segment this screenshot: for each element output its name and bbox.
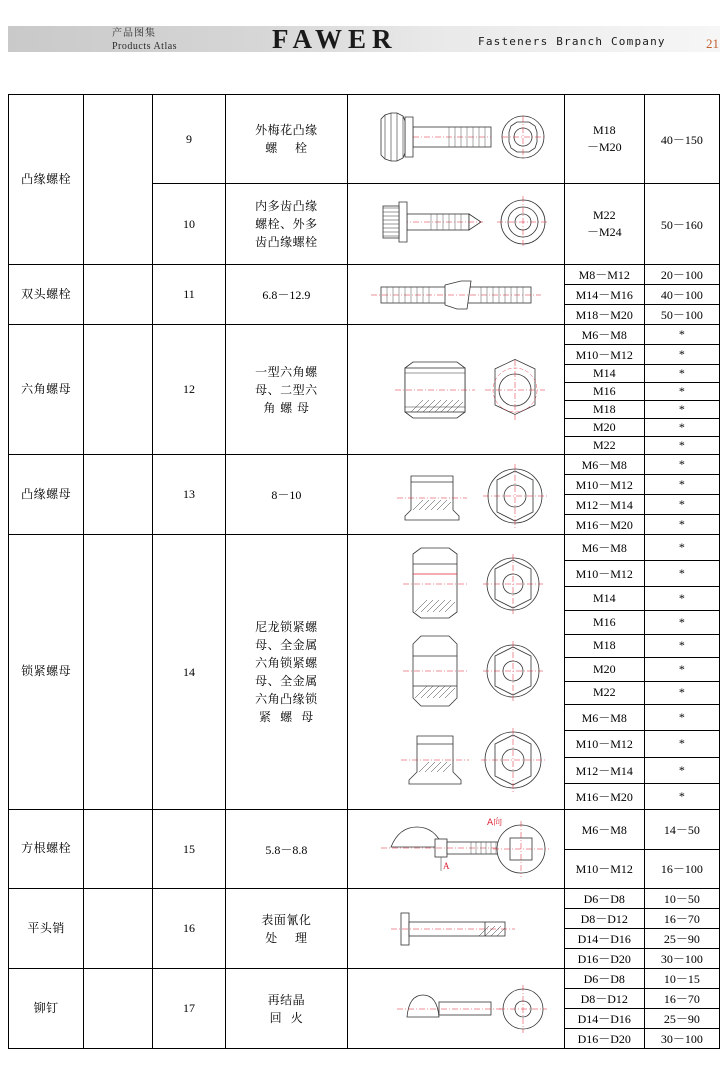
spec-size: M6－M8 (564, 455, 644, 475)
spec-length: * (644, 345, 719, 365)
spec-size: M18 (564, 401, 644, 419)
item-number: 14 (152, 535, 225, 810)
spec-length: * (644, 705, 719, 731)
header-title-en: Products Atlas (112, 40, 178, 52)
spec-size: M16－M20 (564, 783, 644, 809)
blank-cell (84, 95, 153, 265)
spec-length: 20－100 (644, 265, 719, 285)
spec-length: * (644, 495, 719, 515)
spec-size: M22 －M24 (564, 184, 644, 265)
spec-size: M10－M12 (564, 345, 644, 365)
product-name: 凸缘螺母 (9, 455, 84, 535)
spec-length: * (644, 783, 719, 809)
flange-bolt-12point-icon (361, 99, 551, 179)
spec-length: 25－90 (644, 1009, 719, 1029)
blank-cell (84, 889, 153, 969)
spec-length: * (644, 535, 719, 561)
spec-length: * (644, 515, 719, 535)
spec-size: M14－M16 (564, 285, 644, 305)
spec-length: 16－70 (644, 989, 719, 1009)
item-number: 17 (152, 969, 225, 1049)
spec-size: M10－M12 (564, 561, 644, 587)
spec-size: M10－M12 (564, 849, 644, 889)
item-number: 16 (152, 889, 225, 969)
square-neck-bolt-icon (361, 811, 551, 887)
product-description: 再结晶 回 火 (226, 969, 348, 1049)
spec-length: 50－100 (644, 305, 719, 325)
spec-length: * (644, 634, 719, 658)
flange-nut-icon (361, 458, 551, 532)
spec-size: D14－D16 (564, 1009, 644, 1029)
spec-size: M6－M8 (564, 325, 644, 345)
spec-length: 16－100 (644, 849, 719, 889)
spec-size: M10－M12 (564, 475, 644, 495)
spec-size: M14 (564, 587, 644, 611)
table-row (9, 325, 720, 345)
product-description: 一型六角螺 母、二型六 角 螺 母 (226, 325, 348, 455)
blank-cell (84, 810, 153, 889)
table-row (9, 810, 720, 850)
spec-length: 30－100 (644, 949, 719, 969)
lock-nut-icon (361, 536, 551, 808)
svg-text:A: A (442, 861, 450, 871)
table-row (9, 889, 720, 909)
spec-length: 30－100 (644, 1029, 719, 1049)
product-description: 内多齿凸缘 螺栓、外多 齿凸缘螺栓 (226, 184, 348, 265)
item-number: 9 (152, 95, 225, 184)
product-grade: 5.8－8.8 (226, 810, 348, 889)
spec-size: M6－M8 (564, 810, 644, 850)
spec-length: 10－50 (644, 889, 719, 909)
spec-length: 40－150 (644, 95, 719, 184)
product-description: 表面氰化 处 理 (226, 889, 348, 969)
product-figure-stud-bolt (347, 265, 564, 325)
spec-length: * (644, 419, 719, 437)
spec-length: 50－160 (644, 184, 719, 265)
header-title-block (112, 27, 252, 52)
product-name: 六角螺母 (9, 325, 84, 455)
spec-size: D6－D8 (564, 969, 644, 989)
spec-size: M10－M12 (564, 731, 644, 757)
item-number: 11 (152, 265, 225, 325)
product-figure-flange-bolt-multitooth (347, 184, 564, 265)
table-row (9, 455, 720, 475)
product-figure-hex-nut (347, 325, 564, 455)
product-name: 方根螺栓 (9, 810, 84, 889)
spec-size: M12－M14 (564, 495, 644, 515)
spec-length: * (644, 681, 719, 705)
product-grade: 8－10 (226, 455, 348, 535)
blank-cell (84, 325, 153, 455)
spec-length: * (644, 658, 719, 682)
product-description: 6.8－12.9 (226, 265, 348, 325)
spec-size: M22 (564, 681, 644, 705)
product-figure-flat-head-pin (347, 889, 564, 969)
spec-length: * (644, 325, 719, 345)
spec-length: * (644, 383, 719, 401)
spec-length: * (644, 365, 719, 383)
spec-size: M6－M8 (564, 535, 644, 561)
item-number: 13 (152, 455, 225, 535)
page-number: 21 (706, 36, 719, 51)
page-header (0, 0, 728, 72)
spec-size: D16－D20 (564, 1029, 644, 1049)
flat-head-pin-icon (361, 903, 551, 955)
table-row (9, 95, 720, 184)
blank-cell (84, 265, 153, 325)
spec-size: M22 (564, 437, 644, 455)
product-description: 外梅花凸缘 螺 栓 (226, 95, 348, 184)
product-figure-lock-nut (347, 535, 564, 810)
spec-size: M18 (564, 634, 644, 658)
spec-size: D16－D20 (564, 949, 644, 969)
spec-size: D8－D12 (564, 909, 644, 929)
product-name: 铆钉 (9, 969, 84, 1049)
spec-size: D14－D16 (564, 929, 644, 949)
product-figure-rivet (347, 969, 564, 1049)
blank-cell (84, 455, 153, 535)
spec-length: * (644, 561, 719, 587)
spec-length: 40－100 (644, 285, 719, 305)
product-name: 锁紧螺母 (9, 535, 84, 810)
blank-cell (84, 969, 153, 1049)
product-figure-flange-bolt-12point (347, 95, 564, 184)
spec-size: M18－M20 (564, 305, 644, 325)
spec-length: * (644, 475, 719, 495)
spec-length: 14－50 (644, 810, 719, 850)
stud-bolt-icon (361, 267, 551, 323)
spec-size: D6－D8 (564, 889, 644, 909)
spec-size: M8－M12 (564, 265, 644, 285)
table-row (9, 535, 720, 561)
spec-size: D8－D12 (564, 989, 644, 1009)
spec-length: * (644, 455, 719, 475)
flange-bolt-multitooth-icon (361, 188, 551, 260)
spec-size: M16－M20 (564, 515, 644, 535)
spec-size: M16 (564, 383, 644, 401)
company-name: Fasteners Branch Company (478, 35, 666, 48)
spec-length: 16－70 (644, 909, 719, 929)
table-row (9, 969, 720, 989)
spec-size: M6－M8 (564, 705, 644, 731)
product-name: 凸缘螺栓 (9, 95, 84, 265)
spec-length: * (644, 757, 719, 783)
spec-size: M20 (564, 658, 644, 682)
item-number: 12 (152, 325, 225, 455)
product-figure-flange-nut (347, 455, 564, 535)
product-figure-square-neck-bolt (347, 810, 564, 889)
brand-logo: FAWER (272, 24, 398, 54)
spec-length: 25－90 (644, 929, 719, 949)
spec-length: * (644, 401, 719, 419)
product-name: 平头销 (9, 889, 84, 969)
spec-length: * (644, 610, 719, 634)
spec-length: 10－15 (644, 969, 719, 989)
spec-size: M18 －M20 (564, 95, 644, 184)
item-number: 10 (152, 184, 225, 265)
rivet-icon (361, 983, 551, 1035)
spec-length: * (644, 437, 719, 455)
svg-text:A向: A向 (486, 818, 503, 828)
item-number: 15 (152, 810, 225, 889)
product-description: 尼龙锁紧螺 母、全金属 六角锁紧螺 母、全金属 六角凸缘锁 紧 螺 母 (226, 535, 348, 810)
spec-length: * (644, 731, 719, 757)
spec-size: M12－M14 (564, 757, 644, 783)
spec-size: M16 (564, 610, 644, 634)
spec-size: M20 (564, 419, 644, 437)
spec-size: M14 (564, 365, 644, 383)
products-table (8, 94, 720, 1049)
header-title-cn: 产品图集 (112, 28, 156, 39)
product-name: 双头螺栓 (9, 265, 84, 325)
hex-nut-icon (361, 340, 551, 440)
spec-length: * (644, 587, 719, 611)
table-row (9, 265, 720, 285)
blank-cell (84, 535, 153, 810)
